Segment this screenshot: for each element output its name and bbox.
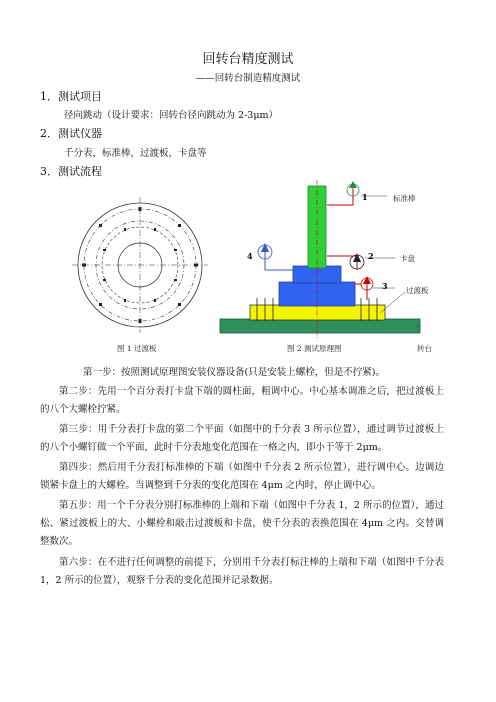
step-1: 第一步：按照测试原理图安装仪器设备(只是安装上螺栓，但是不拧紧)。 xyxy=(83,367,385,378)
figure-2-test-principle xyxy=(215,180,455,350)
gauge-number-4: 4 xyxy=(247,251,253,261)
section-heading-2: 2．测试仪器 xyxy=(40,127,102,140)
figure-1-transition-plate xyxy=(70,195,210,335)
section-heading-1: 1．测试项目 xyxy=(40,90,102,103)
section-body-1: 径向跳动（设计要求：回转台径向跳动为 2-3μm） xyxy=(64,110,279,121)
gauge-1-icon xyxy=(327,181,359,205)
figure-1-caption: 图 1 过渡板 xyxy=(117,344,157,353)
section-heading-3: 3．测试流程 xyxy=(40,165,102,178)
gauge-number-1: 1 xyxy=(362,192,368,202)
gauge-number-2: 2 xyxy=(368,251,374,261)
turntable-body xyxy=(220,319,420,333)
gauge-number-3: 3 xyxy=(382,281,388,291)
transition-plate-body xyxy=(250,305,385,320)
gauge-3-icon xyxy=(355,276,373,300)
step-2: 第二步：先用一个百分表打卡盘下端的圆柱面，粗调中心。中心基本调准之后，把过渡板上的八个大螺栓拧紧。 xyxy=(40,386,444,415)
label-standard-rod: 标准棒 xyxy=(393,194,416,203)
step-5: 第五步：用一个千分表分别打标准棒的上端和下端（如图中千分表 1，2 所示的位置），通过松、紧过渡板上的大、小螺栓和敲击过渡板和卡盘，使千分表的表换范围在 4μm 之内。交替调整数次。 xyxy=(40,500,444,547)
label-transition-plate: 过渡板 xyxy=(406,286,429,295)
step-3: 第三步：用千分表打卡盘的第二个平面（如图中的千分表 3 所示位置），通过调节过渡板上的八个小螺钉做一个平面，此时千分表地变化范围在一格之内，即小于等于 2μm。 xyxy=(40,424,444,453)
step-4: 第四步：然后用千分表打标准棒的下端（如图中千分表 2 所示位置），进行调中心。边调边锁紧卡盘上的大螺栓。当调整到千分表的变化范围在 4μm 之内时，停止调中心。 xyxy=(40,462,444,491)
gauge-4-icon xyxy=(258,243,293,270)
label-turntable: 转台 xyxy=(417,344,432,353)
page-title: 回转台精度测试 xyxy=(202,52,294,67)
page-subtitle: ——回转台制造精度测试 xyxy=(195,73,301,84)
figure-2-caption: 图 2 测试原理图 xyxy=(287,344,342,353)
step-6: 第六步：在不进行任何调整的前提下，分别用千分表打标注棒的上端和下端（如图中千分表 1，2 所示的位置），观察千分表的变化范围并记录数据。 xyxy=(40,557,444,586)
label-chuck: 卡盘 xyxy=(400,254,415,263)
section-body-2: 千分表，标准棒，过渡板，卡盘等 xyxy=(64,148,207,159)
